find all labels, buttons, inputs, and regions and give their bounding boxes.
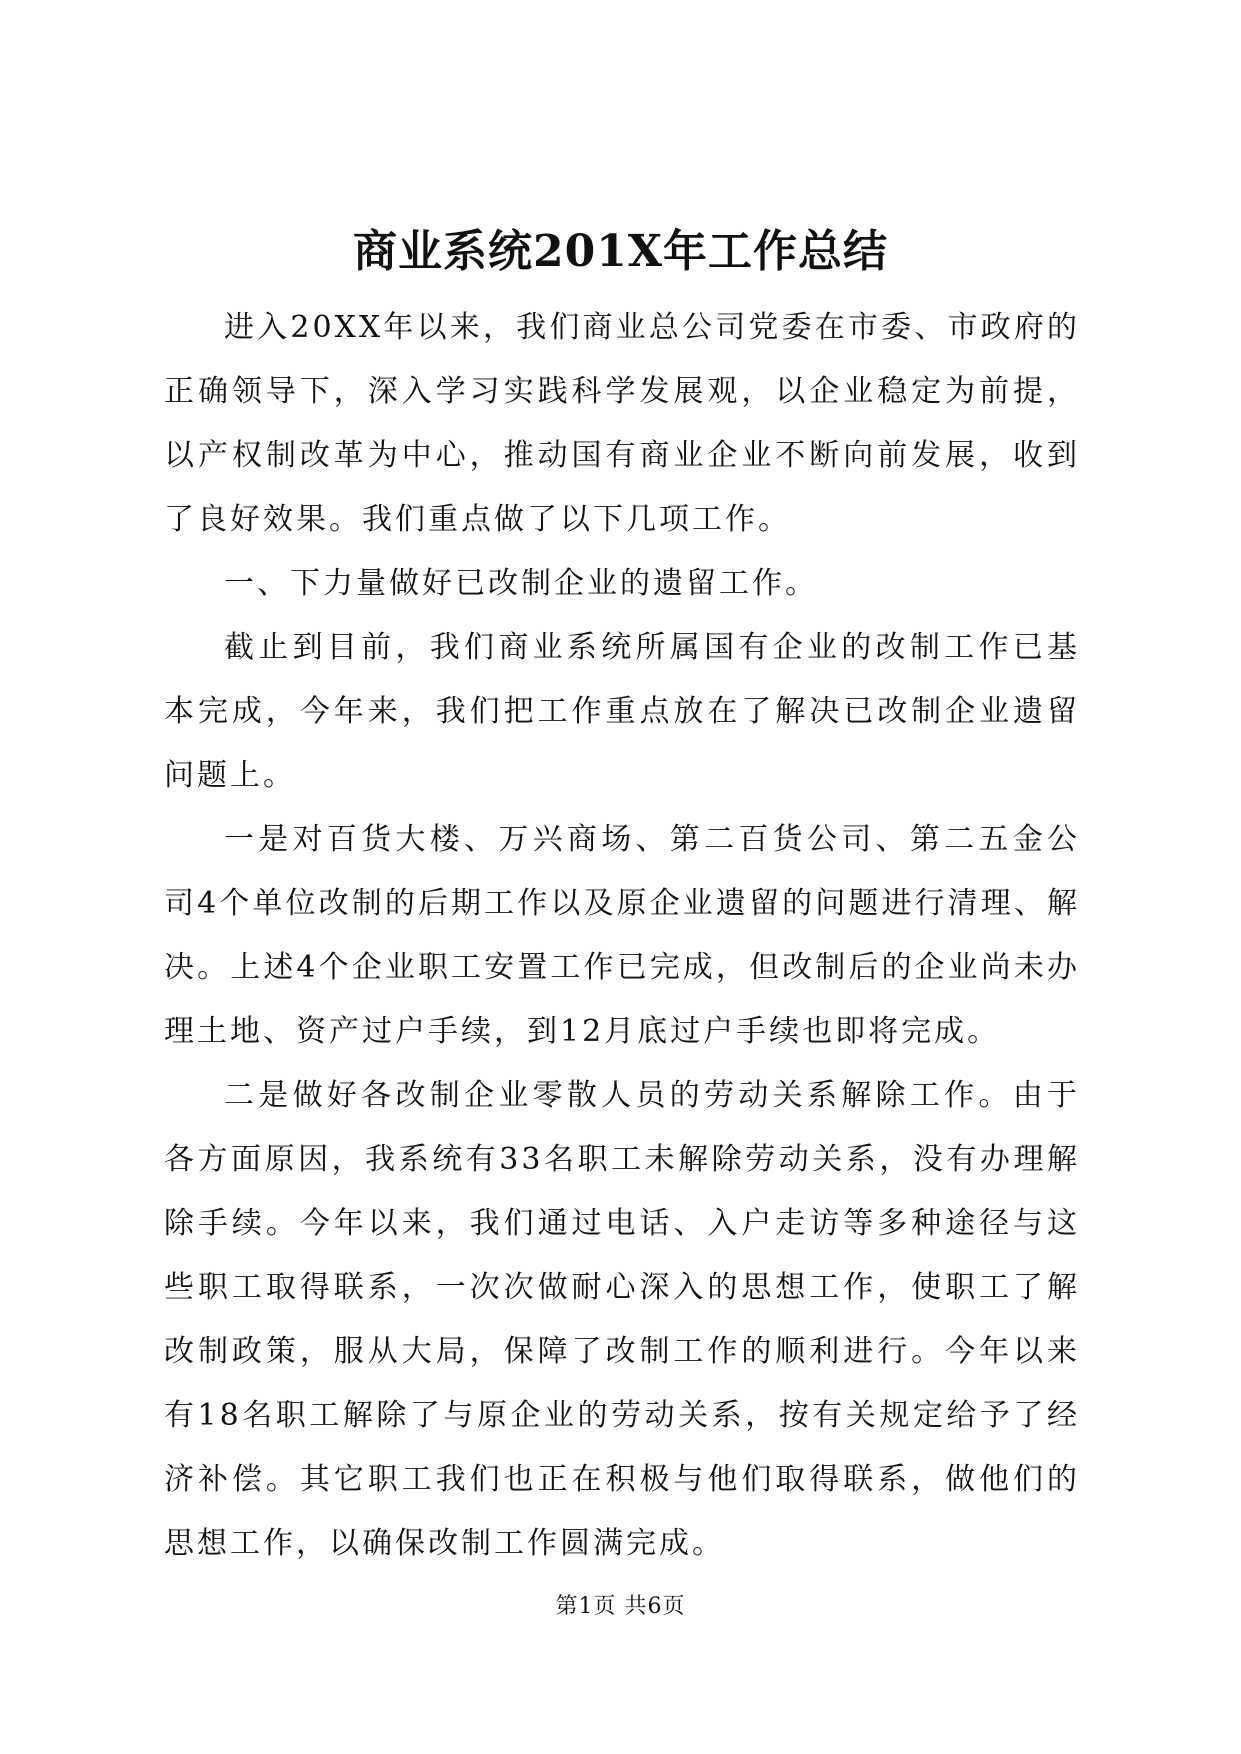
paragraph-item-two: 二是做好各改制企业零散人员的劳动关系解除工作。由于各方面原因，我系统有33名职工未解除劳动关系，没有办理解除手续。今年以来，我们通过电话、入户走访等多种途径与这些职工取得联系，一次次做耐心深入的思想工作，使职工了解改制政策，服从大局，保障了改制工作的顺利进行。今年以来有18名职工解除了与原企业的劳动关系，按有关规定给予了经济补偿。其它职工我们也正在积极与他们取得联系，做他们的思想工作，以确保改制工作圆满完成。 xyxy=(164,1078,1080,1561)
paragraph-section-heading: 一、下力量做好已改制企业的遗留工作。 xyxy=(224,566,818,601)
paragraph-intro: 进入20XX年以来，我们商业总公司党委在市委、市政府的正确领导下，深入学习实践科学发展观，以企业稳定为前提，以产权制改革为中心，推动国有商业企业不断向前发展，收到了良好效果。我们重点做了以下几项工作。 xyxy=(164,310,1080,537)
page-number-footer: 第1页 共6页 xyxy=(555,1594,686,1619)
document-title: 商业系统201X年工作总结 xyxy=(353,226,888,277)
paragraph-item-one: 一是对百货大楼、万兴商场、第二百货公司、第二五金公司4个单位改制的后期工作以及原企业遗留的问题进行清理、解决。上述4个企业职工安置工作已完成，但改制后的企业尚未办理土地、资产过户手续，到12月底过户手续也即将完成。 xyxy=(164,822,1080,1049)
document-body xyxy=(164,296,1080,1576)
paragraph-progress: 截止到目前，我们商业系统所属国有企业的改制工作已基本完成，今年来，我们把工作重点放在了解决已改制企业遗留问题上。 xyxy=(164,630,1080,793)
